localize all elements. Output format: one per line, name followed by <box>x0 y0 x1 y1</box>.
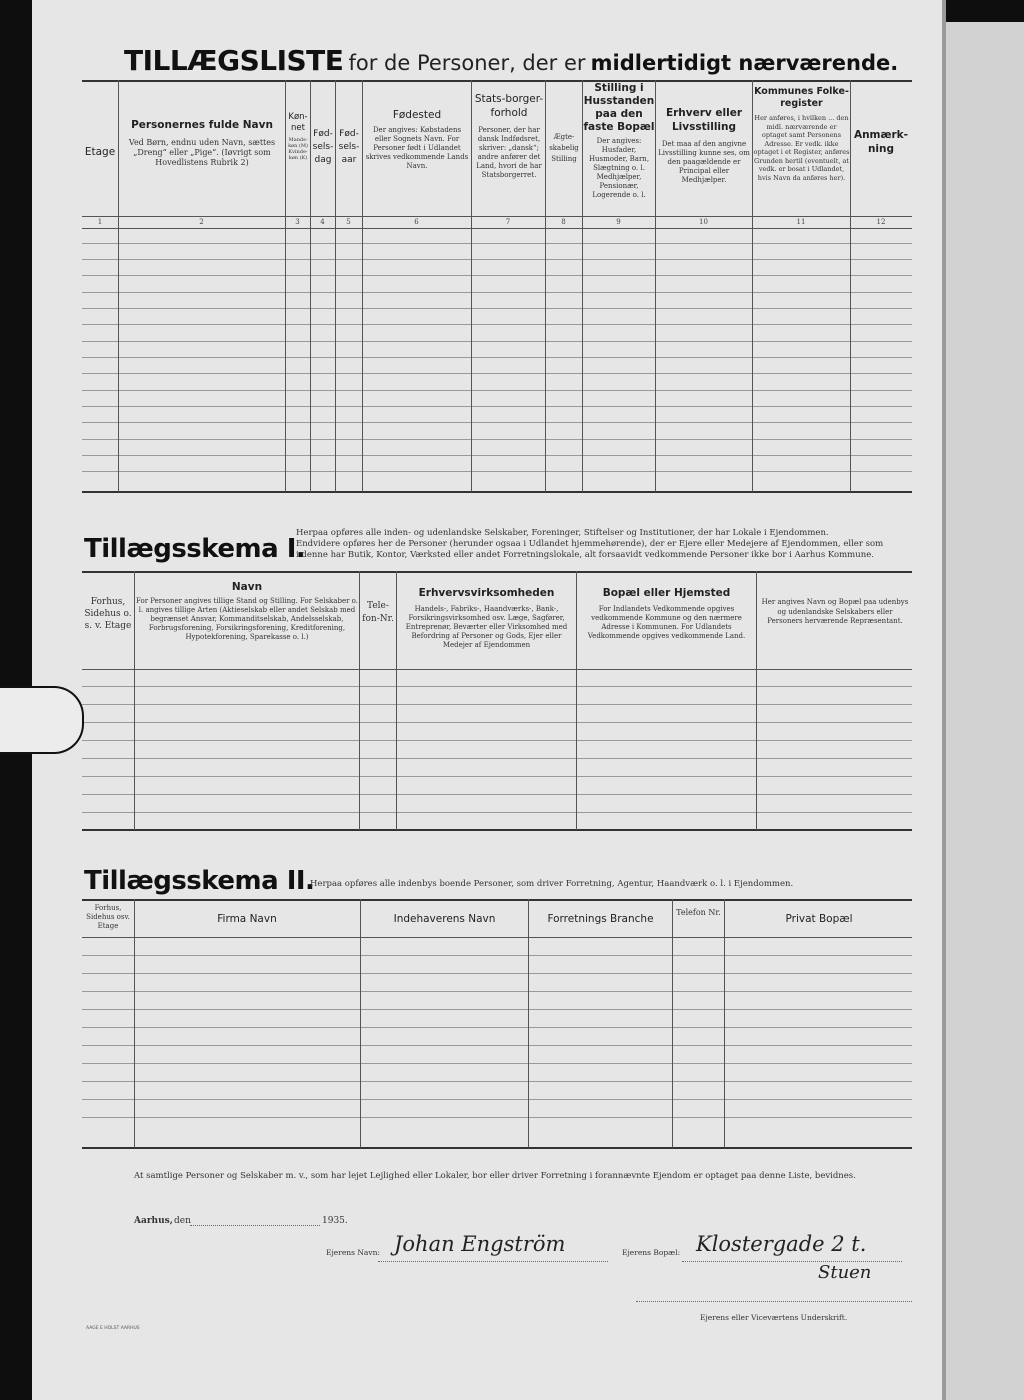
main-header-gender: Køn-net Mands-køn (M) Kvinde-køn (K) <box>288 112 308 161</box>
skema2-row-line <box>82 1099 912 1100</box>
owner-address-handwriting: Klostergade 2 t. <box>696 1232 867 1256</box>
skema2-header-rule <box>82 937 912 938</box>
col-number: 7 <box>505 218 511 226</box>
skema1-row-line <box>82 722 912 723</box>
main-row-line <box>82 390 912 391</box>
skema1-bottom-rule <box>82 829 912 831</box>
skema1-header-residence: Bopæl eller Hjemsted For Indlandets Vedkommende opgives vedkommende Kommune og den nærmere Adresse i Kommunen. For Udlandets Vedkommende opgives vedkommende Land. <box>587 587 746 640</box>
skema2-header-owner: Indehaverens Navn <box>393 913 496 925</box>
skema1-row-line <box>82 740 912 741</box>
footer-place: Aarhus, <box>134 1216 173 1226</box>
skema2-header-firm: Firma Navn <box>217 913 277 925</box>
main-row-line <box>82 275 912 276</box>
owner-name-label: Ejerens Navn: <box>326 1248 380 1257</box>
main-table-bottom-rule <box>82 491 912 493</box>
skema2-row-line <box>82 1063 912 1064</box>
main-col-divider <box>362 80 363 492</box>
main-row-line <box>82 373 912 374</box>
skema2-bottom-rule <box>82 1147 912 1149</box>
main-col-divider <box>118 80 119 492</box>
skema1-header-business: Erhvervsvirksomheden Handels-, Fabriks-, Haandværks-, Bank-, Forsikringsvirksomhed osv. Læge, Sagfører, Entreprenør, Beværter eller Virksomhed med Befordring af Personer og Gods, Ejer eller Medejer af Ejendommen <box>405 587 568 649</box>
skema2-row-line <box>82 1081 912 1082</box>
main-row-line <box>82 357 912 358</box>
main-header-marital: Ægte-skabelig Stilling <box>549 133 579 163</box>
skema2-top-rule <box>82 899 912 901</box>
main-row-line <box>82 471 912 472</box>
skema2-col-divider <box>134 899 135 1148</box>
col-number: 1 <box>97 218 103 226</box>
title-rest: for de Personer, der er <box>348 51 586 75</box>
main-row-line <box>82 422 912 423</box>
skema1-row-line <box>82 686 912 687</box>
main-row-line <box>82 259 912 260</box>
main-row-line <box>82 439 912 440</box>
skema1-row-line <box>82 794 912 795</box>
col-number: 9 <box>616 218 621 226</box>
skema2-col-divider <box>672 899 673 1148</box>
skema1-row-line <box>82 758 912 759</box>
main-row-line <box>82 243 912 244</box>
owner-name-handwriting: Johan Engström <box>394 1232 566 1256</box>
skema2-col-divider <box>724 899 725 1148</box>
skema2-row-line <box>82 991 912 992</box>
col-number: 12 <box>876 218 886 226</box>
main-header-etage: Etage <box>84 146 116 158</box>
skema2-header-branch: Forretnings Branche <box>547 913 654 925</box>
skema1-title: Tillægsskema I. <box>84 534 306 564</box>
footer-year: 1935. <box>322 1216 348 1226</box>
skema2-description: Herpaa opføres alle indenbys boende Personer, som driver Forretning, Agentur, Haandværk o. l. i Ejendommen. <box>310 879 794 889</box>
col-number: 4 <box>320 218 325 226</box>
main-row-line <box>82 324 912 325</box>
printer-imprint: AAGE E HOLST AARHUS <box>86 1326 140 1331</box>
skema1-row-line <box>82 704 912 705</box>
date-field[interactable] <box>190 1225 320 1226</box>
main-header-rule-2 <box>82 228 912 229</box>
footer-statement: At samtlige Personer og Selskaber m. v., som har lejet Lejlighed eller Lokaler, bor eller driver Forretning i forannævnte Ejendom er optaget paa denne Liste, bevidnes. <box>134 1171 856 1181</box>
main-header-birthplace: Fødested Der angives: Købstadens eller Sognets Navn. For Personer født i Udlandet skrives vedkommende Lands Navn. <box>365 109 469 170</box>
main-header-name: Personernes fulde Navn Ved Børn, endnu uden Navn, sættes „Dreng“ eller „Pige“. (Iøvrigt som Hovedlistens Rubrik 2) <box>128 119 276 167</box>
skema1-header-rule <box>82 669 912 670</box>
skema1-header-representative: Her angives Navn og Bopæl paa udenbys og udenlandske Selskabers eller Personers herværende Repræsentant. <box>761 598 909 625</box>
main-header-household: Stilling i Husstanden paa den faste Bopæl Der angives: Husfader, Husmoder, Barn, Slægtning o. l. Medhjælper, Pensionær, Logerende o. l. <box>583 82 655 199</box>
skema1-header-name: Navn For Personer angives tillige Stand og Stilling. For Selskaber o. l. angives tillige Arten (Aktieselskab eller andet Selskab med begrænset Ansvar, Kommanditselskab, Andelsselskab, Forbrugsforening, Forsikringsforening, Kreditforening, Hypotekforening, Sparekasse o. l.) <box>136 581 358 641</box>
skema2-row-line <box>82 1027 912 1028</box>
skema2-row-line <box>82 973 912 974</box>
skema1-col-divider <box>396 571 397 830</box>
main-header-citizenship: Stats-borger-forhold Personer, der har dansk Indfødsret, skriver: „dansk“; andre anfører det Land, hvori de har Statsborgerret. <box>474 93 544 179</box>
main-row-line <box>82 308 912 309</box>
skema1-header-phone: Tele-fon-Nr. <box>362 601 394 624</box>
skema2-header-etage: Forhus, Sidehus osv. Etage <box>86 904 130 930</box>
main-header-occupation: Erhverv eller Livsstilling Det maa af den angivne Livsstilling kunne ses, om den paagældende er Principal eller Medhjælper. <box>658 107 750 184</box>
main-row-line <box>82 292 912 293</box>
skema2-row-line <box>82 955 912 956</box>
main-col-divider <box>471 80 472 492</box>
main-header-birthyear: Fød-sels-aar <box>338 129 360 165</box>
skema1-col-divider <box>134 571 135 830</box>
thumb-holding-page <box>0 686 84 754</box>
main-header-register: Kommunes Folke-register Her anføres, i hvilken ... den midl. nærværende er optaget samt Personens Adresse. Er vedk. ikke optaget i et Register, anføres Grunden hertil (eventuelt, at vedk. er bosat i Udlandet, hvis Navn da anføres her). <box>753 86 850 182</box>
skema1-row-line <box>82 776 912 777</box>
form-title <box>124 44 898 77</box>
main-header-remark: Anmærk-ning <box>853 129 909 155</box>
owner-name-field[interactable] <box>378 1261 608 1262</box>
skema1-col-divider <box>756 571 757 830</box>
skema2-col-divider <box>360 899 361 1148</box>
owner-address-label: Ejerens Bopæl: <box>622 1248 681 1257</box>
col-number: 8 <box>561 218 566 226</box>
main-row-line <box>82 455 912 456</box>
main-row-line <box>82 341 912 342</box>
skema2-title: Tillægsskema II. <box>84 866 315 896</box>
col-number: 11 <box>796 218 806 226</box>
skema2-header-private-address: Privat Bopæl <box>785 913 853 925</box>
col-number: 5 <box>346 218 351 226</box>
signature-field[interactable] <box>636 1301 912 1302</box>
skema1-header-etage: Forhus, Sidehus o. s. v. Etage <box>84 597 132 631</box>
skema2-row-line <box>82 1045 912 1046</box>
main-header-birthday: Fød-sels-dag <box>312 129 334 165</box>
skema2-header-phone: Telefon Nr. <box>676 908 721 917</box>
skema1-top-rule <box>82 571 912 573</box>
col-number: 2 <box>199 218 204 226</box>
title-bold: midlertidigt nærværende. <box>590 51 899 75</box>
skema2-row-line <box>82 1117 912 1118</box>
col-number: 6 <box>414 218 419 226</box>
skema1-description: Herpaa opføres alle inden- og udenlandske Selskaber, Foreninger, Stiftelser og Institutioner, der har Lokale i Ejendommen. Endvidere opføres her de Personer (herunder ogsaa i Udlandet hjemmehørende), der er Ejere eller Medejere af Ejendommen, eller som i denne har Butik, Kontor, Værksted eller andet Forretningslokale, alt forsaavidt vedkommende Personer ikke bor i Aarhus Kommune. <box>296 528 884 560</box>
col-number: 3 <box>295 218 300 226</box>
skema2-row-line <box>82 1009 912 1010</box>
skema1-row-line <box>82 812 912 813</box>
skema2-col-divider <box>528 899 529 1148</box>
main-table-top-rule <box>82 80 912 82</box>
skema1-col-divider <box>576 571 577 830</box>
signature-caption: Ejerens eller Viceværtens Underskrift. <box>700 1313 848 1322</box>
title-main: TILLÆGSLISTE <box>124 44 344 77</box>
footer-den: den <box>174 1216 191 1226</box>
owner-address-handwriting-2: Stuen <box>818 1262 872 1283</box>
main-row-line <box>82 406 912 407</box>
main-header-rule-1 <box>82 216 912 217</box>
col-number: 10 <box>699 218 708 226</box>
